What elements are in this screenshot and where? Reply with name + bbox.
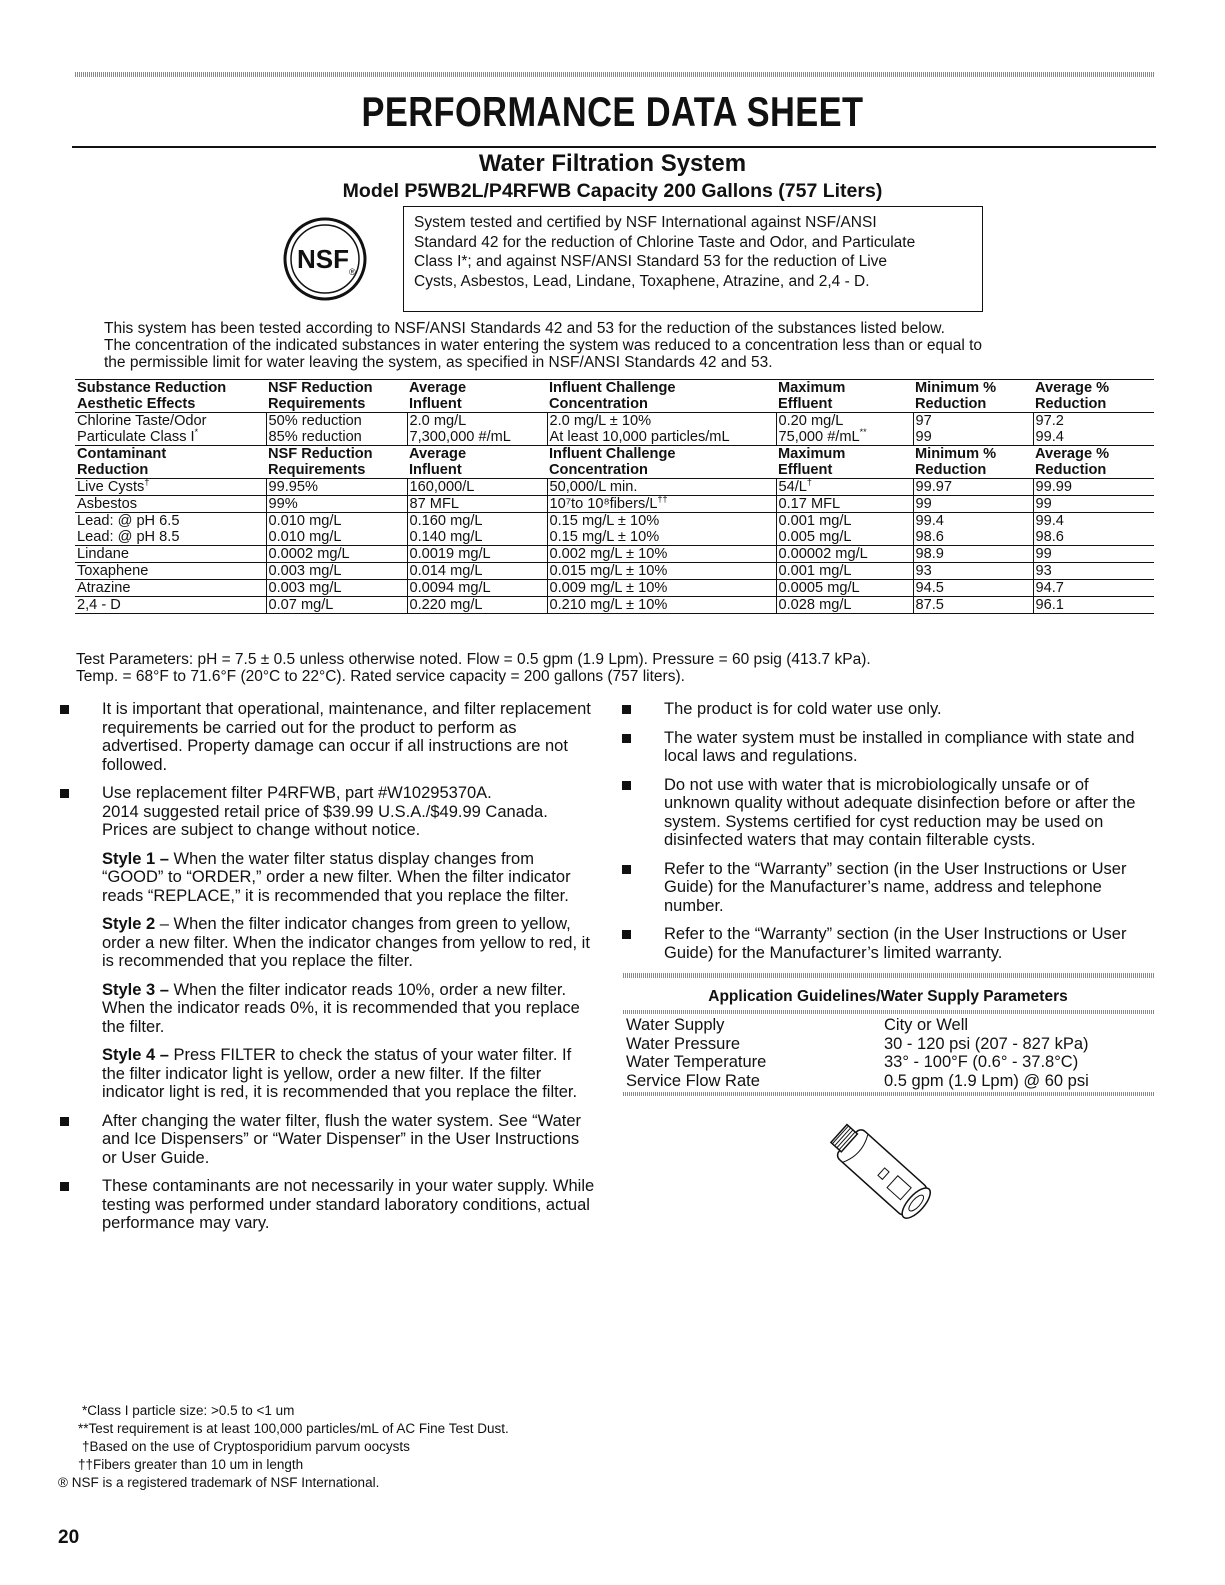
certification-box [403,206,983,312]
table-cell: Maximum Effluent [778,380,846,412]
test-parameters-line: Temp. = 68°F to 71.6°F (20°C to 22°C). Rated service capacity = 200 gallons (757 liters). [76,668,685,685]
list-item: Use replacement filter P4RFWB, part #W10295370A. 2014 suggested retail price of $39.99 U.S.A./$49.99 Canada. Prices are subject to change without notice. Style 1 – When the water filter status display changes from “GOOD” to “ORDER,” order a new filter. When the filter indicator reads “REPLACE,” it is recommended that you replace the filter. Style 2 – When the filter indicator changes from green to yellow, order a new filter. When the indicator changes from yellow to red, it is recommended that you replace the filter. Style 3 – When the filter indicator reads 10%, order a new filter. When the indicator reads 0%, it is recommended that you replace the filter. Style 4 – Press FILTER to check the status of your water filter. If the filter indicator light is yellow, order a new filter. If the filter indicator light is red, it is recommended that you replace the filter. [58,784,598,1102]
table-cell: 0.0005 mg/L [776,580,913,597]
table-cell: Water Supply [626,1016,725,1034]
table-cell: Water Pressure [626,1034,741,1053]
footnote: ††Fibers greater than 10 um in length [78,1457,304,1472]
table-cell: 87.5 [913,597,1033,614]
table-cell: NSF Reduction Requirements [268,446,373,478]
test-parameters [76,651,1156,685]
certification-line: Cysts, Asbestos, Lead, Lindane, Toxaphene, Atrazine, and 2,4 - D. [414,272,870,290]
left-bullet-list [58,700,598,1243]
table-cell: 0.010 mg/L 0.010 mg/L [266,513,407,546]
table-row [75,580,1154,597]
intro-paragraph [104,320,1134,371]
bullet-square-icon [60,1117,69,1126]
table-cell: 33° - 100°F (0.6° - 37.8°C) [884,1053,1079,1071]
table-cell: 0.210 mg/L ± 10% [547,597,776,614]
table-cell: 94.5 [913,580,1033,597]
table-cell: Average % Reduction [1035,380,1110,412]
table-cell: 99 [1033,496,1154,513]
bullet-square-icon [622,781,631,790]
list-item: The water system must be installed in compliance with state and local laws and regulations. [620,729,1150,766]
right-bullet-list [620,700,1150,972]
table-row [75,479,1154,496]
table-row [75,496,1154,513]
table-cell: 99 [1033,546,1154,563]
table-row [623,1072,1153,1091]
performance-table [75,379,1154,614]
certification-line: Class I*; and against NSF/ANSI Standard 53 for the reduction of Live [414,253,888,270]
table-cell: 0.160 mg/L 0.140 mg/L [407,513,547,546]
table-cell: Contaminant Reduction [77,446,167,478]
certification-line: Standard 42 for the reduction of Chlorine Taste and Odor, and Particulate [414,233,916,251]
water-filter-cartridge-icon [820,1120,950,1230]
table-row [75,563,1154,580]
table-cell: 87 MFL [407,496,547,513]
svg-text:®: ® [349,267,356,277]
footnote: ® NSF is a registered trademark of NSF International. [58,1475,380,1490]
list-item: These contaminants are not necessarily in your water supply. While testing was performed under standard laboratory conditions, actual performance may vary. [58,1177,598,1233]
bullet-square-icon [622,865,631,874]
top-hatched-rule [75,72,1155,77]
table-cell: 0.001 mg/L 0.005 mg/L [776,513,913,546]
table-row [623,1016,1153,1035]
table-cell: 99% [266,496,407,513]
list-item: After changing the water filter, flush the water system. See “Water and Ice Dispensers” or “Water Dispenser” in the User Instructions or User Guide. [58,1112,598,1168]
table-cell: 93 [1033,563,1154,580]
table-cell: 0.0019 mg/L [407,546,547,563]
table-cell: 99.4 98.6 [913,513,1033,546]
nsf-certification-logo-icon [283,217,367,301]
table-cell: Average Influent [409,446,467,478]
list-item: Refer to the “Warranty” section (in the User Instructions or User Guide) for the Manufacturer’s name, address and telephone number. [620,860,1150,916]
table-cell: 0.07 mg/L [266,597,407,614]
table-row [75,513,1154,546]
intro-line: The concentration of the indicated substances in water entering the system was reduced to a concentration less than or equal to [104,337,982,354]
table-row [623,1053,1153,1072]
table-cell: Maximum Effluent [778,446,846,478]
table-cell: 0.220 mg/L [407,597,547,614]
table-cell: Influent Challenge Concentration [549,380,676,412]
table-cell: Influent Challenge Concentration [549,446,676,478]
table-row [75,413,1154,446]
page-number: 20 [58,1527,80,1548]
table-cell: 0.20 mg/L 75,000 #/mL** [776,413,913,446]
table-cell: Toxaphene [75,563,266,580]
certification-line: System tested and certified by NSF International against NSF/ANSI [414,214,877,231]
table-cell: 2,4 - D [75,597,266,614]
table-cell: Asbestos [75,496,266,513]
application-top-rule [623,973,1155,978]
bullet-square-icon [60,705,69,714]
table-cell: 0.15 mg/L ± 10% 0.15 mg/L ± 10% [547,513,776,546]
table-cell: City or Well [884,1016,969,1034]
table-cell: 160,000/L [407,479,547,496]
table-cell: 0.015 mg/L ± 10% [547,563,776,580]
bullet-square-icon [60,789,69,798]
table-cell: 0.014 mg/L [407,563,547,580]
table-cell: NSF Reduction Requirements [268,380,373,412]
table-cell: 97 99 [913,413,1033,446]
table-cell: 93 [913,563,1033,580]
footnote: **Test requirement is at least 100,000 particles/mL of AC Fine Test Dust. [78,1421,509,1436]
table-cell: Average Influent [409,380,467,412]
table-cell: 0.002 mg/L ± 10% [547,546,776,563]
style-4-instructions: Style 4 – Press FILTER to check the status of your water filter. If the filter indicator light is yellow, order a new filter. If the filter indicator light is red, it is recommended that you replace the filter. [102,1046,578,1101]
test-parameters-line: Test Parameters: pH = 7.5 ± 0.5 unless otherwise noted. Flow = 0.5 gpm (1.9 Lpm). Pressure = 60 psig (413.7 kPa). [76,651,871,668]
table-cell: 2.0 mg/L ± 10% At least 10,000 particles/mL [547,413,776,446]
table-cell: Minimum % Reduction [915,380,997,412]
table-cell: 50% reduction 85% reduction [266,413,407,446]
table-cell: 10⁷to 10⁸fibers/L†† [547,496,776,513]
model-capacity-line: Model P5WB2L/P4RFWB Capacity 200 Gallons (757 Liters) [342,180,883,202]
table-row [623,1035,1153,1054]
table-cell: Minimum % Reduction [915,446,997,478]
list-item: The product is for cold water use only. [620,700,1150,719]
table-cell: 0.001 mg/L [776,563,913,580]
table-cell: 2.0 mg/L 7,300,000 #/mL [407,413,547,446]
table-cell: Atrazine [75,580,266,597]
table-cell: 50,000/L min. [547,479,776,496]
table-cell: Water Temperature [626,1053,767,1071]
table-cell: 0.009 mg/L ± 10% [547,580,776,597]
list-item: Refer to the “Warranty” section (in the User Instructions or User Guide) for the Manufacturer’s limited warranty. [620,925,1150,962]
page-title: PERFORMANCE DATA SHEET [361,88,864,135]
subtitle: Water Filtration System [478,150,747,177]
table-cell: Live Cysts† [75,479,266,496]
table-header-row [75,380,1154,413]
table-cell: 0.17 MFL [776,496,913,513]
table-cell: Substance Reduction Aesthetic Effects [77,380,227,412]
table-header-row [75,446,1154,479]
bullet-square-icon [60,1182,69,1191]
table-cell: 99 [913,496,1033,513]
application-title-rule [623,1010,1155,1014]
table-cell: 0.5 gpm (1.9 Lpm) @ 60 psi [884,1071,1089,1090]
table-cell: 0.0094 mg/L [407,580,547,597]
intro-line: the permissible limit for water leaving the system, as specified in NSF/ANSI Standards 42 and 53. [104,354,773,371]
table-cell: 97.2 99.4 [1033,413,1154,446]
table-cell: 98.9 [913,546,1033,563]
title-underline [72,146,1156,148]
table-cell: 0.003 mg/L [266,580,407,597]
style-3-instructions: Style 3 – When the filter indicator reads 10%, order a new filter. When the indicator reads 0%, it is recommended that you replace the filter. [102,980,580,1036]
application-guidelines-title: Application Guidelines/Water Supply Parameters [708,988,1068,1005]
footnote: †Based on the use of Cryptosporidium parvum oocysts [82,1439,410,1454]
footnote: *Class I particle size: >0.5 to <1 um [82,1403,295,1418]
table-cell: 99.4 98.6 [1033,513,1154,546]
table-cell: 0.0002 mg/L [266,546,407,563]
table-cell: Lindane [75,546,266,563]
style-2-instructions: Style 2 – When the filter indicator changes from green to yellow, order a new filter. When the indicator changes from yellow to red, it is recommended that you replace the filter. [102,915,590,970]
table-cell: 54/L† [776,479,913,496]
table-cell: 99.97 [913,479,1033,496]
application-guidelines-table [623,1016,1153,1090]
table-cell: 0.028 mg/L [776,597,913,614]
bullet-square-icon [622,705,631,714]
application-bottom-rule [623,1092,1155,1096]
table-cell: Chlorine Taste/Odor Particulate Class I* [75,413,266,446]
table-cell: 94.7 [1033,580,1154,597]
table-cell: 99.99 [1033,479,1154,496]
intro-line: This system has been tested according to NSF/ANSI Standards 42 and 53 for the reduction of the substances listed below. [104,320,945,337]
bullet-square-icon [622,930,631,939]
table-row [75,597,1154,614]
list-item: It is important that operational, maintenance, and filter replacement requirements be carried out for the product to perform as advertised. Property damage can occur if all instructions are not followed. [58,700,598,774]
table-cell: 96.1 [1033,597,1154,614]
table-row [75,546,1154,563]
table-cell: Lead: @ pH 6.5 Lead: @ pH 8.5 [75,513,266,546]
nsf-logo-text: NSF [297,244,349,274]
table-cell: Service Flow Rate [626,1071,760,1090]
style-1-instructions: Style 1 – When the water filter status display changes from “GOOD” to “ORDER,” order a new filter. When the filter indicator reads “REPLACE,” it is recommended that you replace the filter. [102,849,571,905]
table-cell: 0.00002 mg/L [776,546,913,563]
table-cell: Average % Reduction [1035,446,1110,478]
footnotes [58,1402,758,1492]
bullet-square-icon [622,734,631,743]
table-cell: 30 - 120 psi (207 - 827 kPa) [884,1034,1089,1053]
table-cell: 99.95% [266,479,407,496]
table-cell: 0.003 mg/L [266,563,407,580]
list-item: Do not use with water that is microbiologically unsafe or of unknown quality without adequate disinfection before or after the system. Systems certified for cyst reduction may be used on disinfected waters that may contain filterable cysts. [620,776,1150,850]
